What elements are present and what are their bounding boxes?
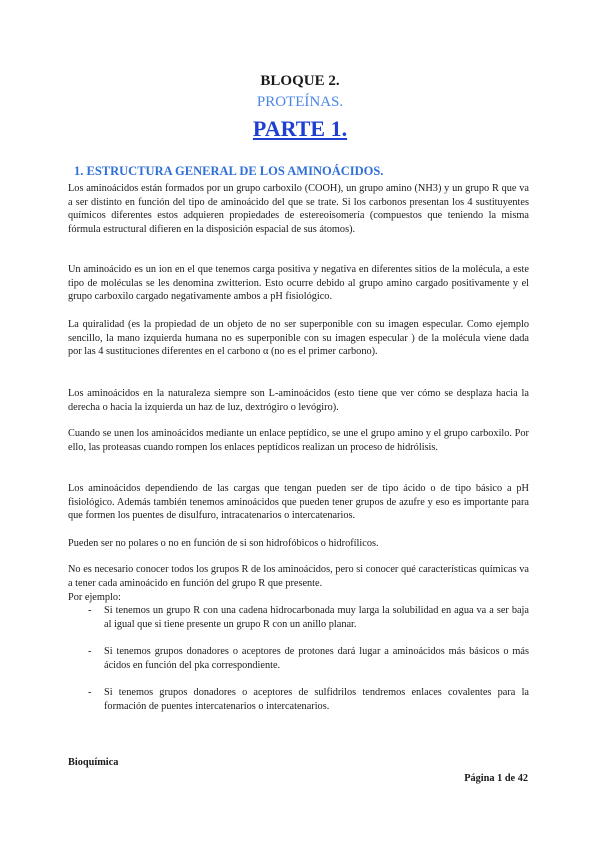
paragraph: Los aminoácidos dependiendo de las cargas que tengan pueden ser de tipo ácido o de tipo básico a pH fisiológico. Además también tenemos aminoácidos que pueden tener grupos de azufre y eso es importante para que formen los puentes de disulfuro, intracatenarios o intercatenarios.: [68, 483, 529, 522]
paragraph: Pueden ser no polares o no en función de si son hidrofóbicos o hidrofílicos.: [68, 538, 379, 549]
list-item: - Si tenemos grupos donadores o aceptores de protones dará lugar a aminoácidos más básicos o más ácidos en función del pka correspondiente.: [68, 645, 529, 672]
paragraph: Los aminoácidos están formados por un grupo carboxilo (COOH), un grupo amino (NH3) y un grupo R que va a ser distinto en función del tipo de aminoácido del que se trate. Si los carbonos presentan los 4 sustituyentes químicos diferentes estos adquieren propiedades de estereoisomería (compuestos que teniendo la misma fórmula estructural difieren en la disposición espacial de sus átomos).: [68, 183, 529, 235]
paragraph: La quiralidad (es la propiedad de un objeto de no ser superponible con su imagen especular. Como ejemplo sencillo, la mano izquierda humana no es superponible con su imagen especular ) de la molécula viene dada por las 4 sustituciones diferentes en el carbono α (no es el primer carbono).: [68, 319, 529, 358]
page-number: Página 1 de 42: [464, 773, 528, 784]
block-title: BLOQUE 2.: [260, 73, 340, 89]
bullet-dash: -: [88, 605, 92, 616]
paragraph: Los aminoácidos en la naturaleza siempre son L-aminoácidos (esto tiene que ver cómo se desplaza hacia la derecha o hacia la izquierda un haz de luz, dextrógiro o levógiro).: [68, 388, 529, 413]
list-item: - Si tenemos grupos donadores o aceptores de sulfidrilos tendremos enlaces covalentes para la formación de puentes intercatenarios o intercatenarios.: [68, 686, 529, 713]
footer-subject: Bioquímica: [68, 757, 119, 768]
list-item: - Si tenemos un grupo R con una cadena hidrocarbonada muy larga la solubilidad en agua va a ser baja al igual que si tiene presente un grupo R con un anillo planar.: [68, 604, 529, 631]
section-heading: 1. ESTRUCTURA GENERAL DE LOS AMINOÁCIDOS.: [74, 164, 384, 178]
paragraph: Cuando se unen los aminoácidos mediante un enlace peptídico, se une el grupo amino y el grupo carboxilo. Por ello, las proteasas cuando rompen los enlaces peptídicos realizan un proceso de hidrólisis.: [68, 428, 529, 453]
paragraph: No es necesario conocer todos los grupos R de los aminoácidos, pero si conocer qué características químicas va a tener cada aminoácido en función del grupo R que presente.: [68, 564, 529, 589]
paragraph-intro: Por ejemplo:: [68, 592, 121, 603]
bullet-dash: -: [88, 646, 92, 657]
bullet-dash: -: [88, 687, 92, 698]
topic-title: PROTEÍNAS.: [256, 94, 344, 110]
part-title: PARTE 1.: [252, 116, 348, 141]
paragraph: Un aminoácido es un ion en el que tenemos carga positiva y negativa en diferentes sitios de la molécula, a este tipo de moléculas se les denomina zwitterion. Esto ocurre debido al grupo amino cargado positivamente y el grupo carboxilo cargado negativamente ambos a pH fisiológico.: [68, 264, 529, 303]
